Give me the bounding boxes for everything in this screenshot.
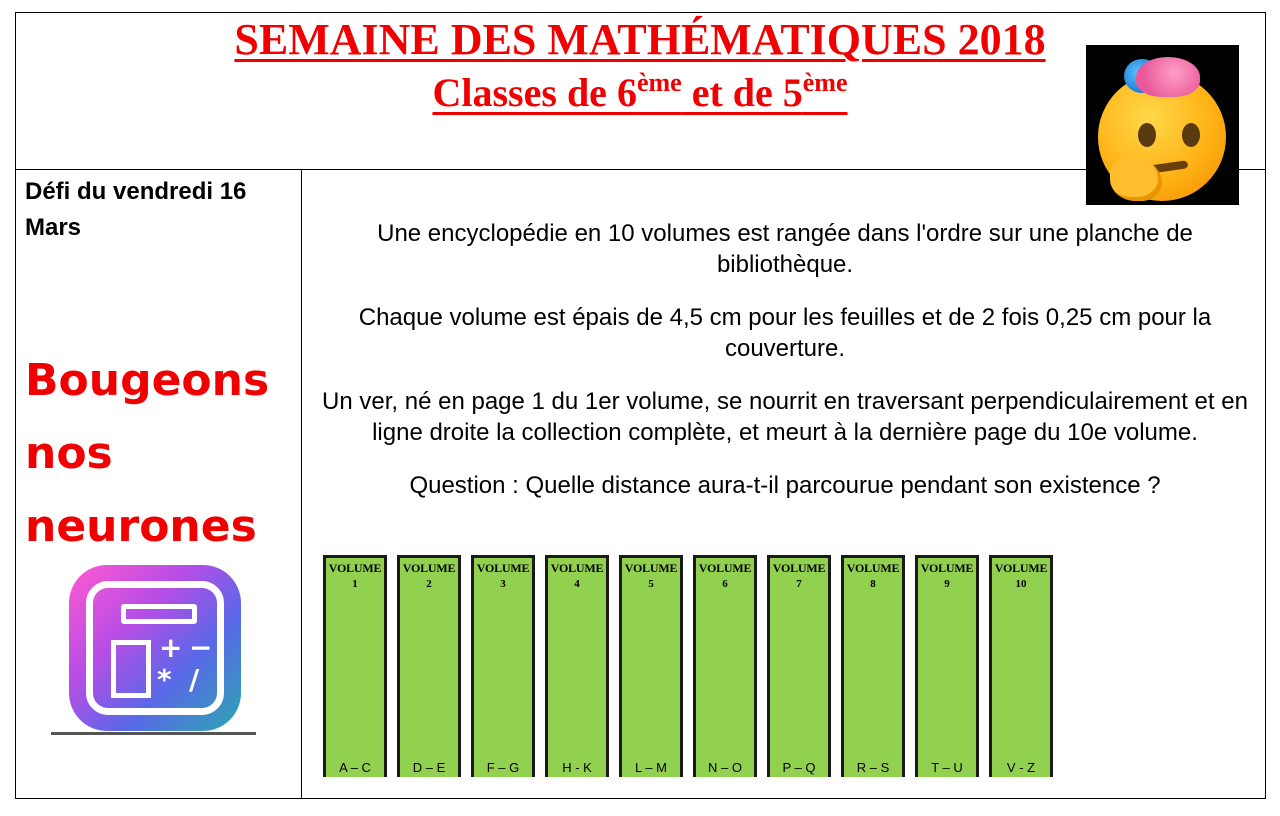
emoji-left-eye bbox=[1138, 123, 1156, 147]
challenge-date: Défi du vendredi 16 Mars bbox=[25, 178, 247, 241]
problem-paragraph-1: Une encyclopédie en 10 volumes est rangée dans l'ordre sur une planche de bibliothèque. bbox=[377, 220, 1193, 278]
book-volume-10: VOLUME 10 V - Z bbox=[989, 555, 1053, 777]
book-volume-4: VOLUME 4 H - K bbox=[545, 555, 609, 777]
plus-icon: + bbox=[159, 631, 183, 664]
calculator-frame bbox=[86, 581, 224, 715]
book-volume-2: VOLUME 2 D – E bbox=[397, 555, 461, 777]
icon-underline bbox=[51, 732, 256, 735]
book-volume-6: VOLUME 6 N – O bbox=[693, 555, 757, 777]
book-volume-5: VOLUME 5 L – M bbox=[619, 555, 683, 777]
book-volume-1: VOLUME 1 A – C bbox=[323, 555, 387, 777]
divide-icon: / bbox=[189, 663, 200, 696]
slogan: Bougeons nos neurones bbox=[25, 355, 270, 552]
header-divider bbox=[15, 169, 1266, 170]
brain-icon bbox=[1136, 57, 1200, 97]
calculator-key bbox=[111, 640, 151, 698]
left-column bbox=[25, 174, 295, 563]
problem-paragraph-3: Un ver, né en page 1 du 1er volume, se nourrit en traversant perpendiculairement et en ligne droite la collection complète, et meurt à la dernière page du 10e volume. bbox=[322, 388, 1248, 446]
book-volume-3: VOLUME 3 F – G bbox=[471, 555, 535, 777]
multiply-icon: * bbox=[157, 663, 172, 696]
minus-icon: − bbox=[189, 631, 213, 664]
problem-statement bbox=[310, 218, 1260, 523]
bookshelf bbox=[323, 555, 1063, 777]
book-volume-8: VOLUME 8 R – S bbox=[841, 555, 905, 777]
page-title: SEMAINE DES MATHÉMATIQUES 2018 bbox=[234, 15, 1046, 64]
book-volume-9: VOLUME 9 T – U bbox=[915, 555, 979, 777]
book-volume-7: VOLUME 7 P – Q bbox=[767, 555, 831, 777]
problem-paragraph-2: Chaque volume est épais de 4,5 cm pour les feuilles et de 2 fois 0,25 cm pour la couverture. bbox=[358, 304, 1212, 362]
problem-question: Question : Quelle distance aura-t-il parcourue pendant son existence ? bbox=[409, 472, 1161, 499]
column-divider bbox=[301, 169, 302, 799]
header-title bbox=[160, 16, 1120, 116]
calculator-display bbox=[121, 604, 197, 624]
emoji-right-eye bbox=[1182, 123, 1200, 147]
thinking-emoji-icon bbox=[1086, 45, 1239, 205]
page-subtitle: Classes de 6ème et de 5ème bbox=[432, 68, 848, 115]
calculator-app-icon bbox=[69, 565, 241, 731]
